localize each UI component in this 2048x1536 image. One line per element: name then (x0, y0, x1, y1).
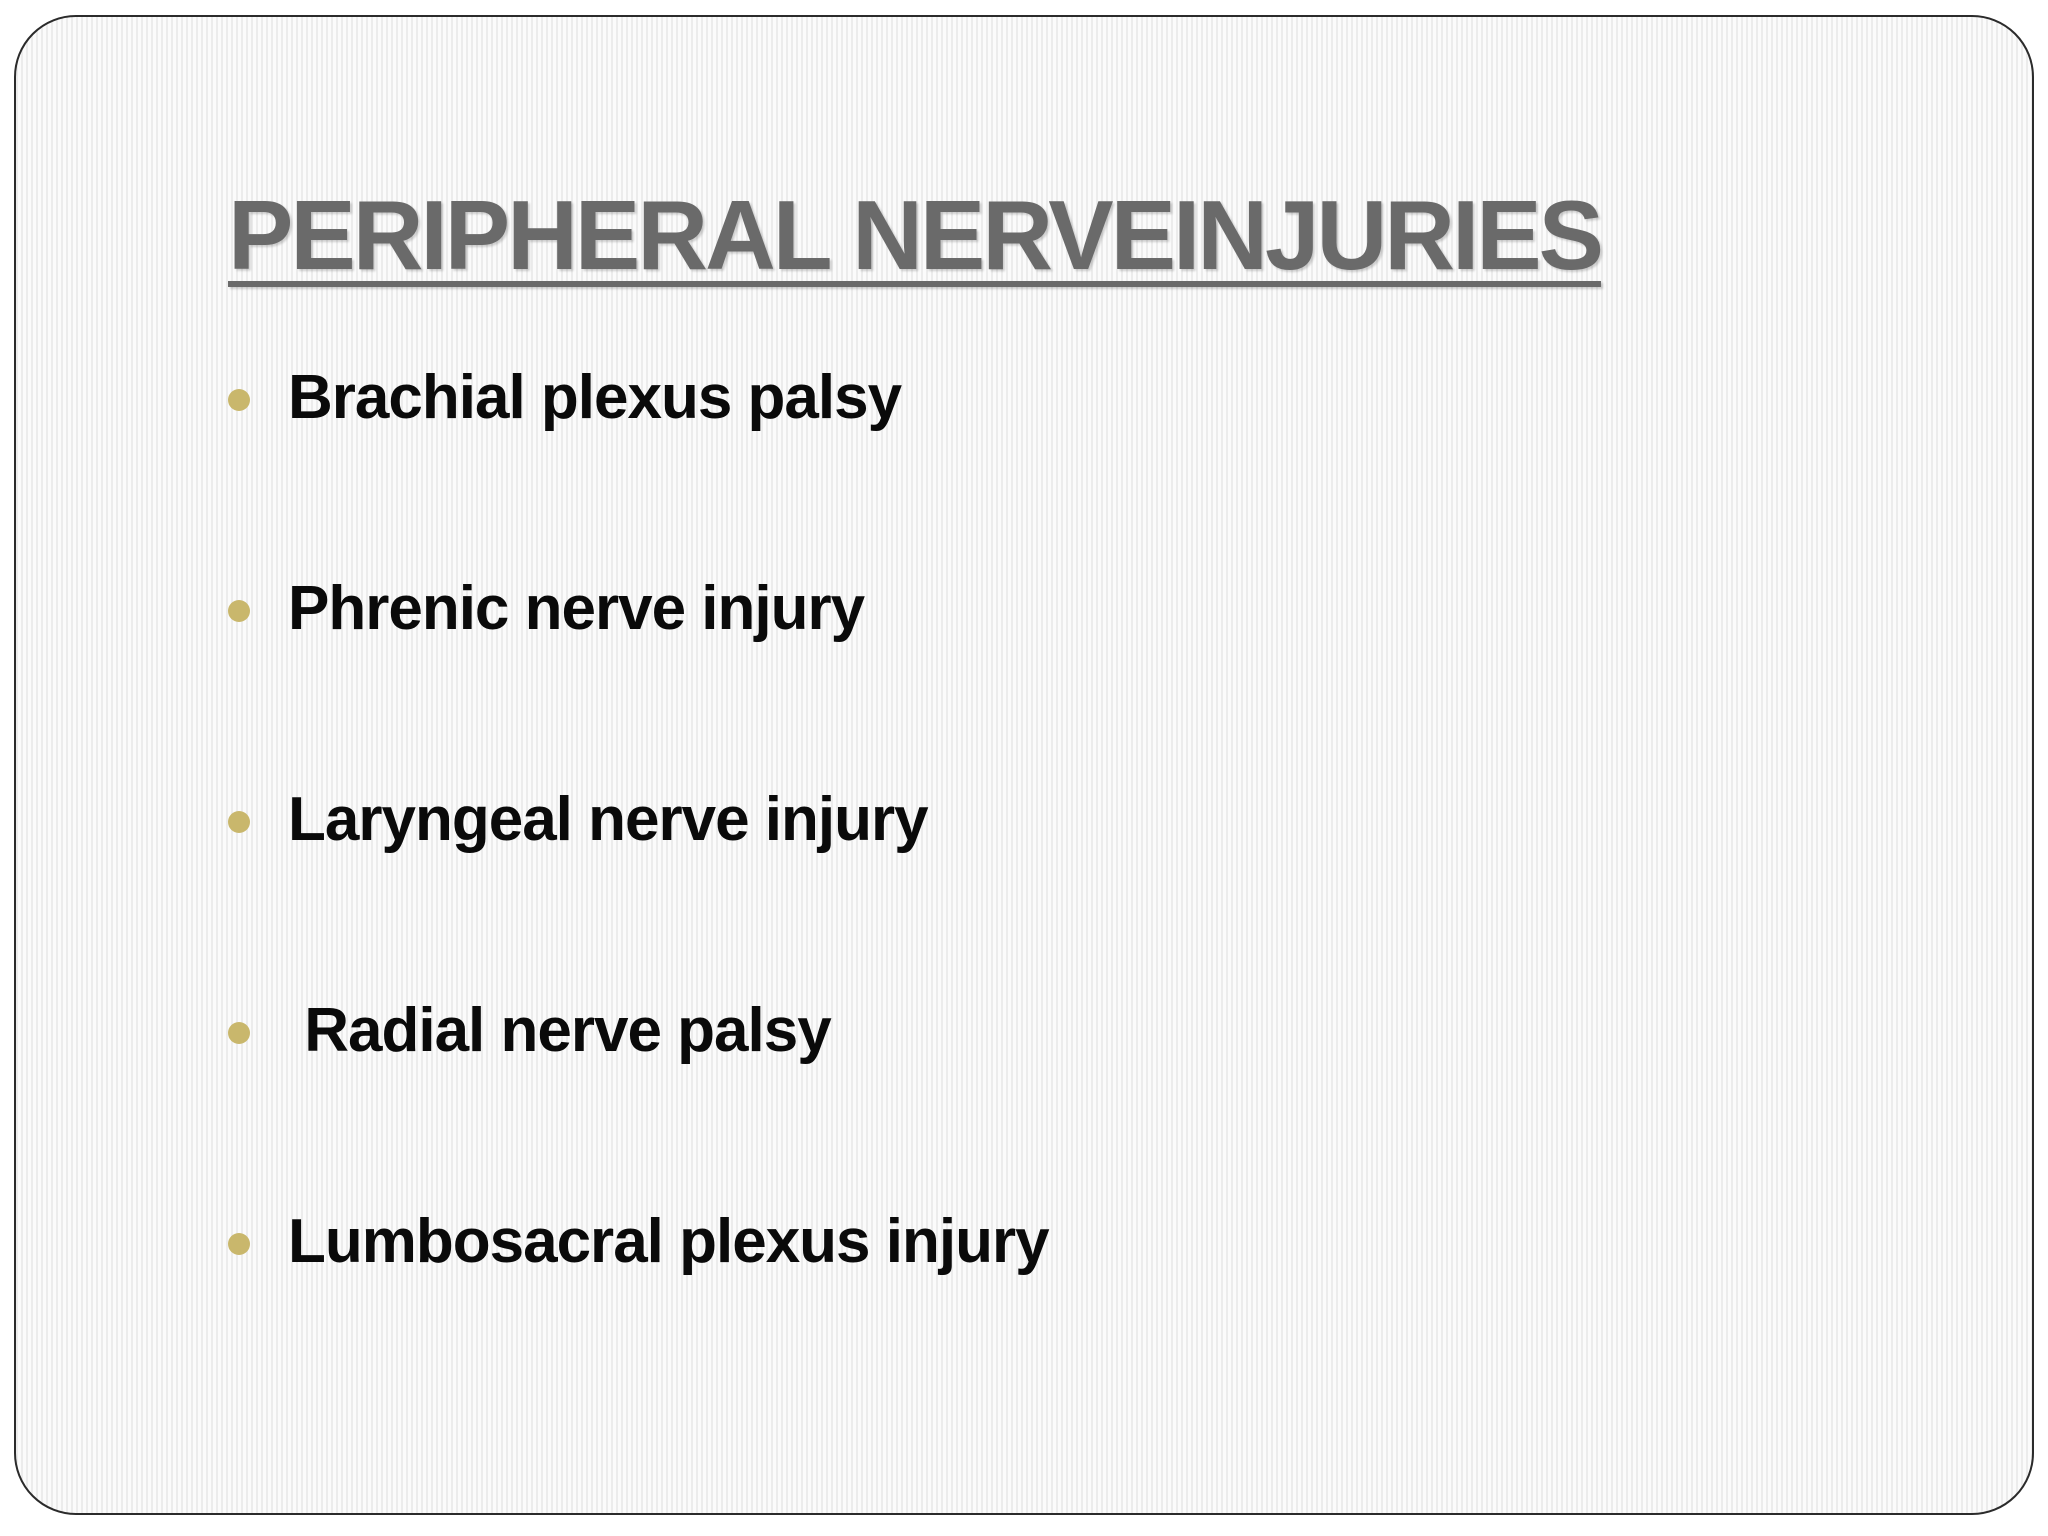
bullet-icon (228, 600, 250, 622)
slide (14, 15, 2034, 1515)
bullet-text: Laryngeal nerve injury (288, 785, 928, 854)
bullet-text: Brachial plexus palsy (288, 363, 902, 432)
list-item (228, 568, 1049, 779)
list-item (228, 990, 1049, 1201)
bullet-icon (228, 811, 250, 833)
bullet-icon (228, 1022, 250, 1044)
bullet-text: Phrenic nerve injury (288, 574, 865, 643)
bullet-list (228, 357, 1049, 1412)
bullet-icon (228, 389, 250, 411)
bullet-text: Radial nerve palsy (288, 996, 831, 1065)
bullet-text: Lumbosacral plexus injury (288, 1207, 1049, 1276)
bullet-icon (228, 1233, 250, 1255)
slide-title: PERIPHERAL NERVEINJURIES (228, 180, 1601, 290)
list-item (228, 779, 1049, 990)
list-item (228, 357, 1049, 568)
list-item (228, 1201, 1049, 1412)
